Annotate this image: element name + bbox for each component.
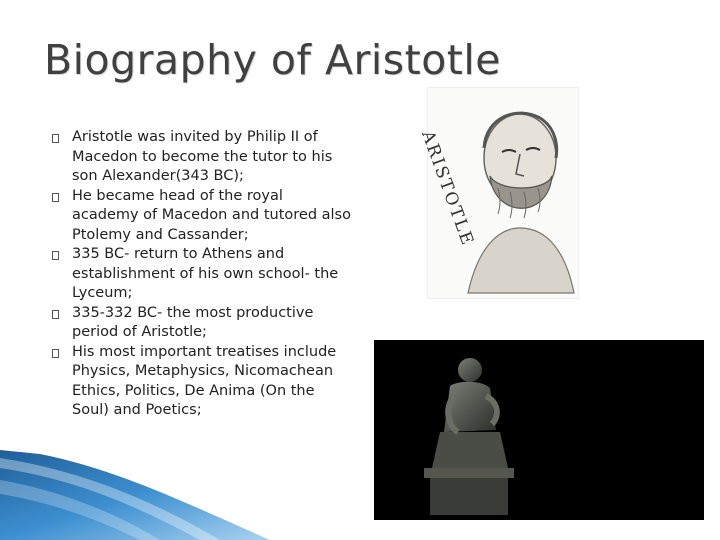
bullet-box-icon — [52, 310, 59, 319]
bullet-text: 335 BC- return to Athens and establishment of his own school- the Lyceum; — [72, 246, 339, 301]
statue-icon — [374, 340, 704, 520]
bullet-item — [52, 187, 352, 246]
aristotle-statue-photo — [374, 340, 704, 520]
bullet-item — [52, 343, 352, 421]
bullet-box-icon — [52, 251, 59, 260]
slide-title: Biography of Aristotle — [44, 36, 501, 84]
portrait-label: ARISTOTLE — [417, 128, 478, 250]
bullet-list — [52, 128, 352, 421]
bullet-box-icon — [52, 193, 59, 202]
bullet-text: Aristotle was invited by Philip II of Macedon to become the tutor to his son Alexander(343 BC); — [72, 129, 333, 184]
bullet-item — [52, 245, 352, 304]
bullet-item — [52, 128, 352, 187]
bullet-box-icon — [52, 134, 59, 143]
aristotle-portrait — [417, 88, 578, 298]
bullet-text: His most important treatises include Physics, Metaphysics, Nicomachean Ethics, Politics, De Anima (On the Soul) and Poetics; — [72, 343, 337, 418]
bullet-item — [52, 304, 352, 343]
bullet-text: He became head of the royal academy of Macedon and tutored also Ptolemy and Cassander; — [72, 187, 351, 243]
bullet-text: 335-332 BC- the most productive period of Aristotle; — [72, 304, 314, 340]
bullet-box-icon — [52, 349, 59, 358]
